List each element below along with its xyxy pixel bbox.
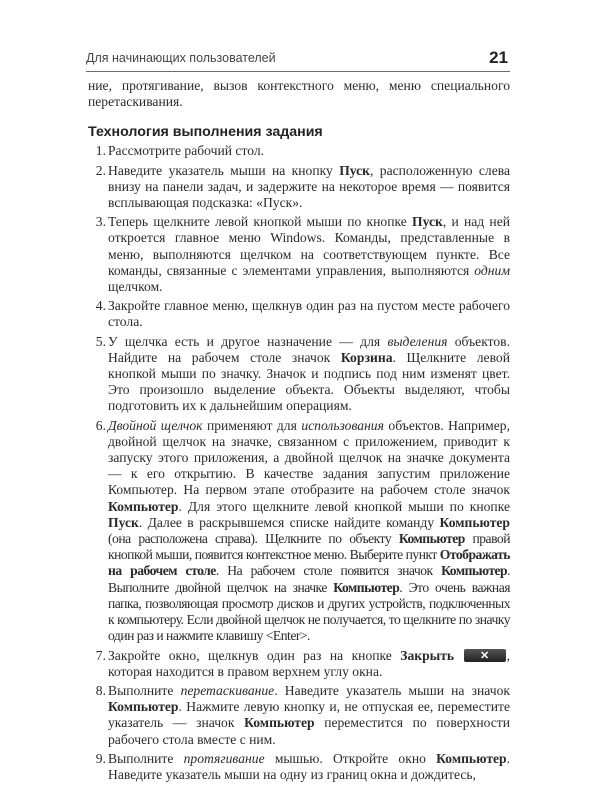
page-body (88, 78, 510, 786)
page-header (86, 49, 510, 72)
item-number: 3 . (88, 214, 106, 230)
step-text: , которая находится в правом верхнем углу окна. (108, 647, 510, 679)
step-text: . Это очень важная папка, позволяющая просмотр дисков и других устройств, подключенных к компьютеру. Если двойной щелчок не получается, то щелкните по значку один раз и нажмите клавишу <Enter>. (108, 579, 510, 644)
item-number: 2 . (88, 163, 106, 179)
item-number: 7 . (88, 648, 106, 664)
step-text: Закройте главное меню, щелкнув один раз на пустом месте рабочего стола. (108, 298, 510, 330)
term-bold: Корзина (340, 349, 393, 365)
item-number: 9 . (88, 751, 106, 767)
step-text: , расположенную слева внизу на панели задач, и задержите на некоторое время — появится всплывающая подсказка: «Пуск». (108, 162, 510, 211)
step-text-dense (108, 531, 510, 643)
section-heading: Технология выполнения задания (88, 124, 323, 141)
term-bold: Компьютер (108, 699, 179, 715)
list-item-3 (88, 214, 510, 295)
list-item-1 (88, 143, 510, 159)
step-text: . Для этого щелкните левой кнопкой мыши по кнопке (178, 498, 510, 514)
step-text: Наведите указатель мыши на кнопку (108, 162, 340, 178)
step-text: объектов. Например, двойной щелчок на значке, связанном с приложением, приводит к запуску этого приложения, а двойной щелчок на значке документа — к его открытию. В качестве задания запустим приложение Компьютер. На первом этапе отобразите на рабочем столе значок (108, 417, 511, 498)
item-number: 4 . (88, 298, 106, 314)
term-bold: Компьютер (439, 514, 510, 530)
step-text: . Нажмите левую кнопку и, не отпуская ее, переместите указатель — значок (108, 699, 510, 731)
list-item-9 (88, 751, 510, 783)
step-text: , и над ней откроется главное меню Windows. Команды, представленные в меню, выполняются щелчком на соответствующем пункте. Все команды, связанные с элементами управления, выполняются (108, 214, 510, 278)
step-text: Рассмотрите рабочий стол. (108, 143, 265, 159)
step-text: . Наведите указатель мыши на значок (274, 682, 510, 698)
step-text: мышью. Откройте окно (264, 750, 437, 766)
term-bold: Компьютер (436, 750, 507, 766)
term-italic: использования (301, 417, 384, 433)
term-italic: выделения (387, 333, 448, 349)
step-text: . Далее в раскрывшемся списке найдите команду (138, 514, 440, 530)
list-item-6 (88, 418, 510, 645)
term-italic: Двойной щелчок (108, 417, 203, 433)
list-item-4 (88, 298, 510, 330)
close-button-illustration (464, 649, 506, 662)
step-text: Закройте окно, щелкнув один раз на кнопке (108, 647, 401, 663)
item-number: 8 . (88, 683, 106, 699)
running-title: Для начинающих пользователей (86, 51, 276, 65)
step-text: переместится по поверхности рабочего стола вместе с ним. (108, 715, 510, 747)
item-number: 1 . (88, 143, 106, 159)
term-bold: Компьютер (108, 498, 179, 514)
term-italic: перетаскивание (180, 682, 275, 698)
close-icon: ✕ (479, 649, 490, 662)
term-bold: Компьютер (441, 563, 508, 579)
term-bold: Компьютер (333, 579, 400, 595)
list-item-7 (88, 648, 510, 680)
steps-list (88, 143, 510, 783)
page-number: 21 (489, 48, 508, 67)
step-text: . Выполните двойной щелчок на значке (108, 563, 510, 595)
term-bold: Компьютер (398, 531, 465, 547)
intro-paragraph: ние, протягивание, вызов контекстного меню, меню специального перетаскивания. (88, 78, 510, 110)
term-bold: Отображать на рабочем столе (108, 547, 510, 579)
step-text: (она расположена справа). Щелкните по объекту (108, 531, 399, 547)
step-text: . На рабочем столе появится значок (215, 563, 442, 579)
step-text: правой кнопкой мыши, появится контекстное меню. Выберите пункт (108, 531, 510, 563)
step-text: объектов. Найдите на рабочем столе значок (108, 333, 510, 365)
item-number: 6 . (88, 418, 106, 434)
term-bold: Пуск (412, 214, 443, 230)
step-text: Теперь щелкните левой кнопкой мыши по кнопке (108, 214, 413, 230)
list-item-5 (88, 334, 510, 415)
list-item-2 (88, 163, 510, 212)
term-italic: протягивание (183, 750, 265, 766)
step-text: Выполните (108, 682, 181, 698)
step-text: Выполните (108, 750, 184, 766)
item-number: 5 . (88, 334, 106, 350)
step-text: . Щелкните левой кнопкой мыши по значку. Значок и подпись под ним изменят цвет. Это произошло выделение объекта. Объекты выделяют, чтобы подготовить их к дальнейшим операциям. (108, 349, 510, 414)
term-italic: одним (474, 262, 510, 278)
list-item-8 (88, 683, 510, 748)
term-bold: Закрыть (400, 647, 455, 663)
step-text: применяют для (202, 417, 302, 433)
term-bold: Пуск (339, 162, 371, 178)
term-bold: Пуск (108, 514, 139, 530)
step-text: . Наведите указатель мыши на одну из границ окна и дождитесь, (108, 750, 510, 782)
step-text: щелчком. (108, 279, 163, 295)
step-text: У щелчка есть и другое назначение — для (108, 333, 388, 349)
term-bold: Компьютер (244, 715, 315, 731)
